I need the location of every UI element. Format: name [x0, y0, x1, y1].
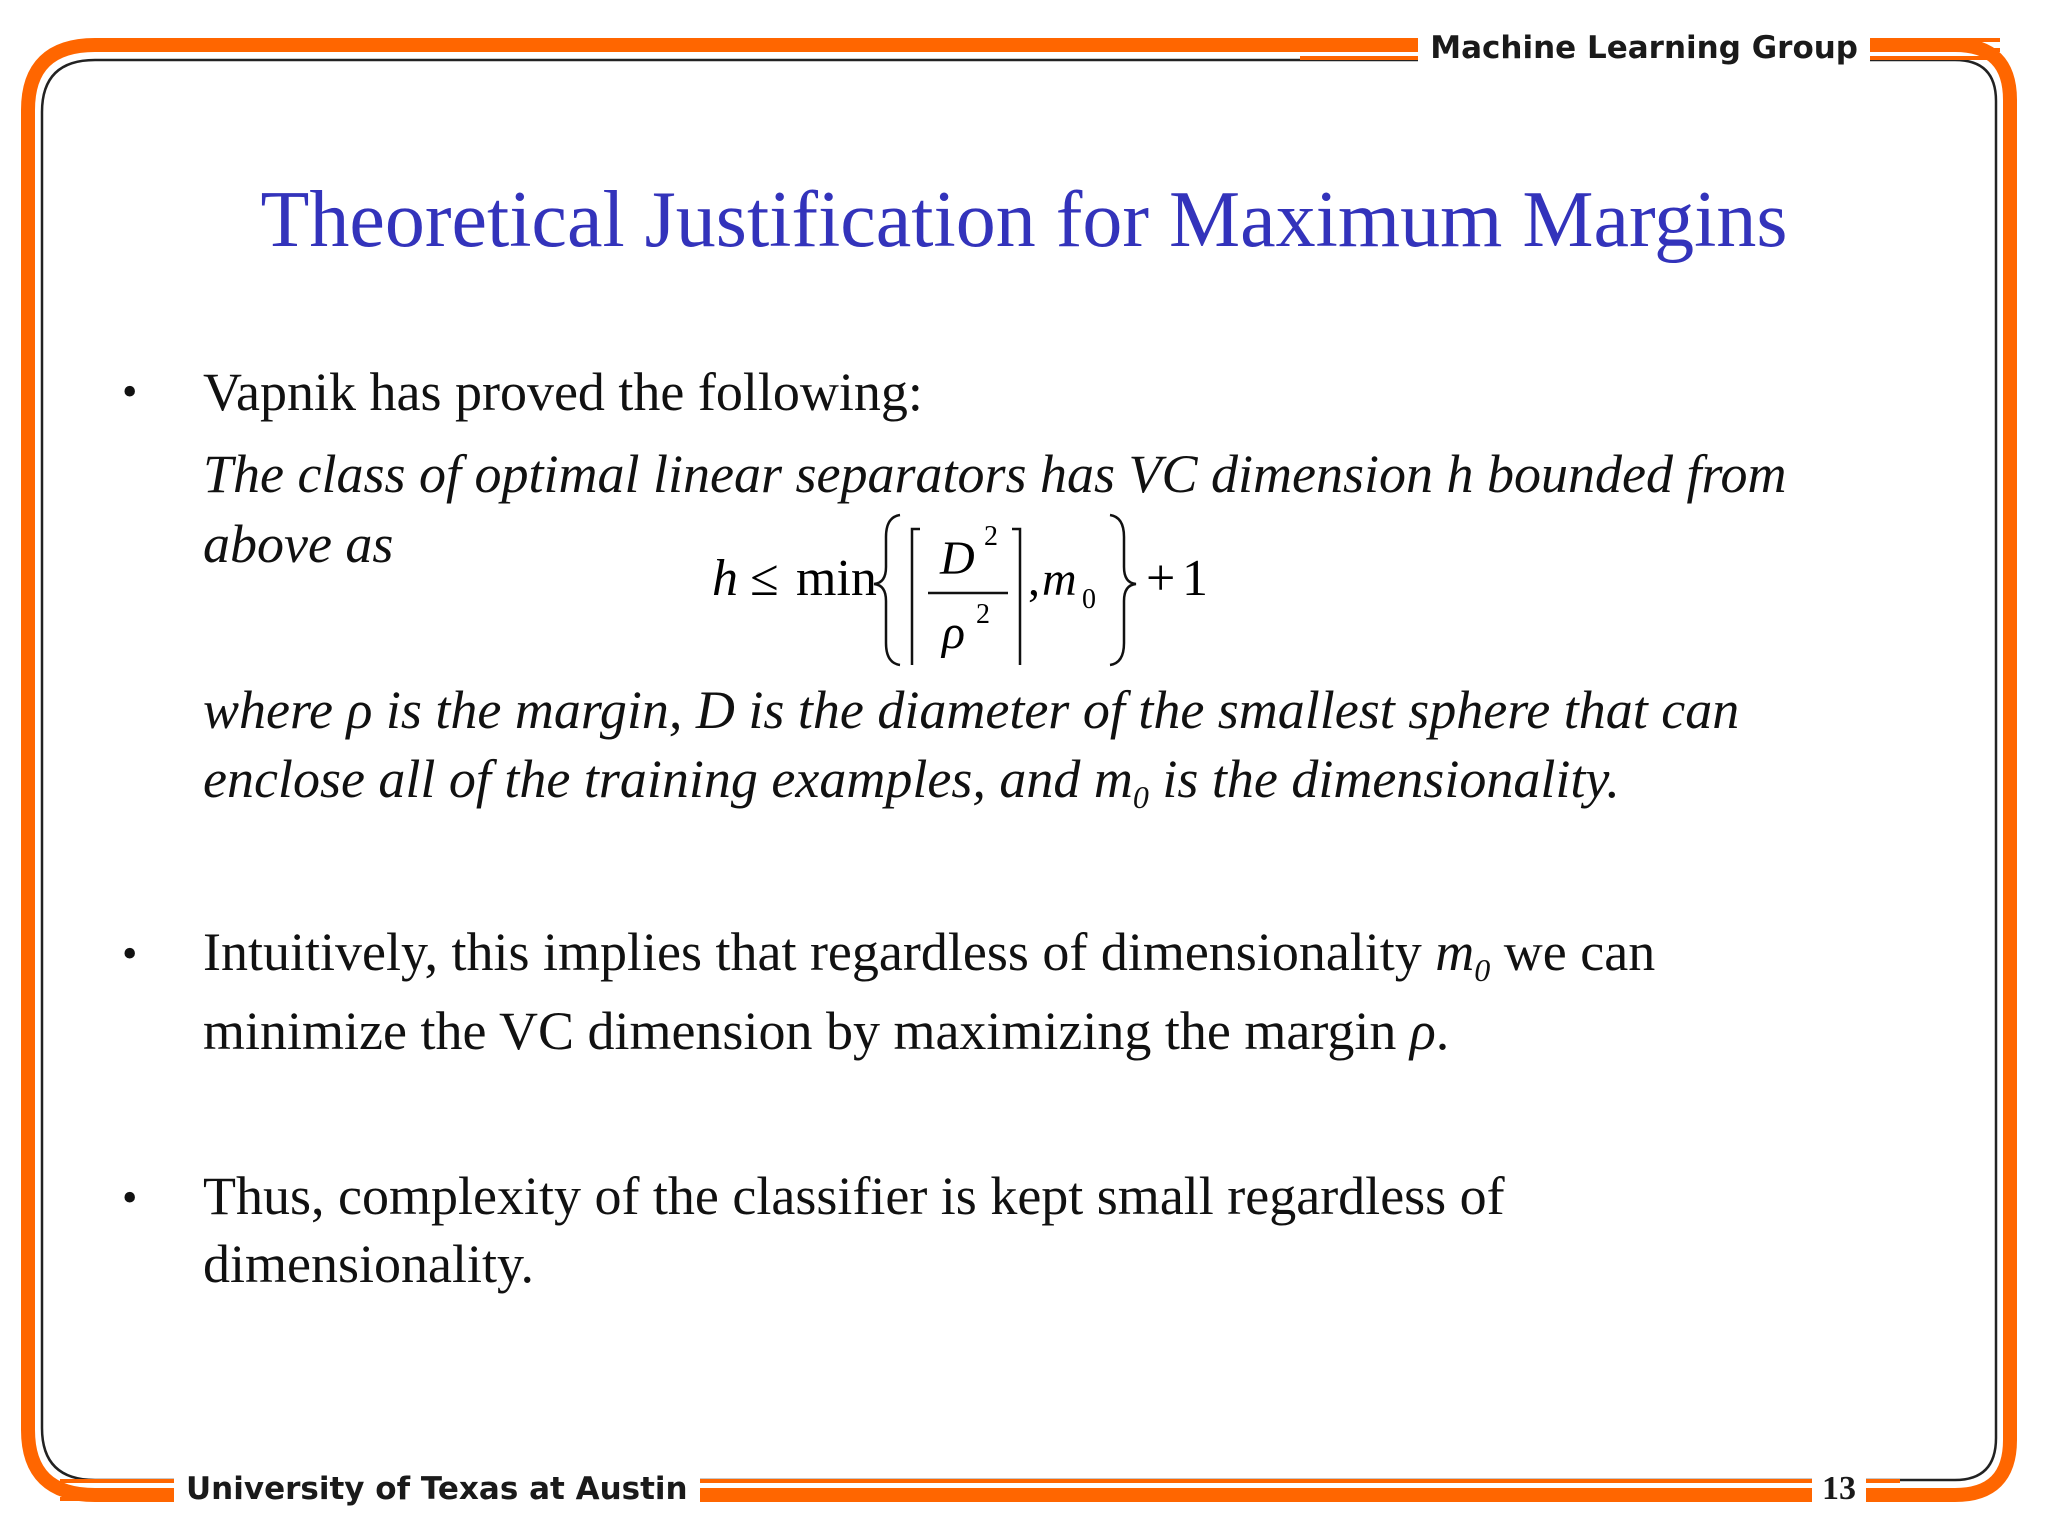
bullet3-line-2: dimensionality. — [203, 1234, 534, 1294]
bullet1-text: Vapnik has proved the following: — [203, 362, 923, 422]
formula-h: h — [712, 550, 738, 607]
formula-left-brace — [874, 515, 900, 665]
formula-comma: , — [1028, 553, 1040, 606]
formula-right-ceil — [1012, 529, 1020, 665]
formula-plus: + — [1146, 550, 1176, 607]
formula-rho-exp: 2 — [976, 599, 990, 630]
bullet3-line-1: Thus, complexity of the classifier is kept small regardless of — [203, 1166, 1505, 1226]
theorem-line-1: The class of optimal linear separators has VC dimension h bounded from — [203, 444, 1787, 504]
formula-m: m — [1042, 553, 1077, 606]
formula-right-brace — [1110, 515, 1136, 665]
where-line-2: enclose all of the training examples, and $m_0$ is the dimensionality. — [203, 749, 1620, 816]
formula-D-exp: 2 — [984, 521, 998, 552]
header-group-label: Machine Learning Group — [1418, 26, 1870, 70]
page-number: 13 — [1812, 1466, 1866, 1512]
formula-min: min — [796, 550, 877, 607]
slide-title: Theoretical Justification for Maximum Margins — [260, 176, 1788, 264]
bullet2-line-2: minimize the VC dimension by maximizing the margin ρ. — [203, 1001, 1450, 1061]
formula-m-sub: 0 — [1082, 584, 1096, 615]
footer-university-label: University of Texas at Austin — [174, 1467, 700, 1511]
formula-left-ceil — [912, 529, 920, 665]
formula-one: 1 — [1182, 550, 1208, 607]
formula-rho: ρ — [942, 606, 966, 659]
bullet2-line-1: Intuitively, this implies that regardless of dimensionality $m_0$ we can — [203, 922, 1656, 989]
theorem-line-2: above as — [203, 514, 394, 574]
where-line-1: where ρ is the margin, D is the diameter of the smallest sphere that can — [203, 680, 1740, 740]
vc-bound-formula — [700, 505, 1220, 675]
bullet-marker: • — [122, 929, 138, 978]
formula-leq: ≤ — [750, 550, 779, 607]
formula-D: D — [940, 532, 975, 585]
bullet-marker: • — [122, 367, 138, 416]
bullet-marker: • — [122, 1173, 138, 1222]
